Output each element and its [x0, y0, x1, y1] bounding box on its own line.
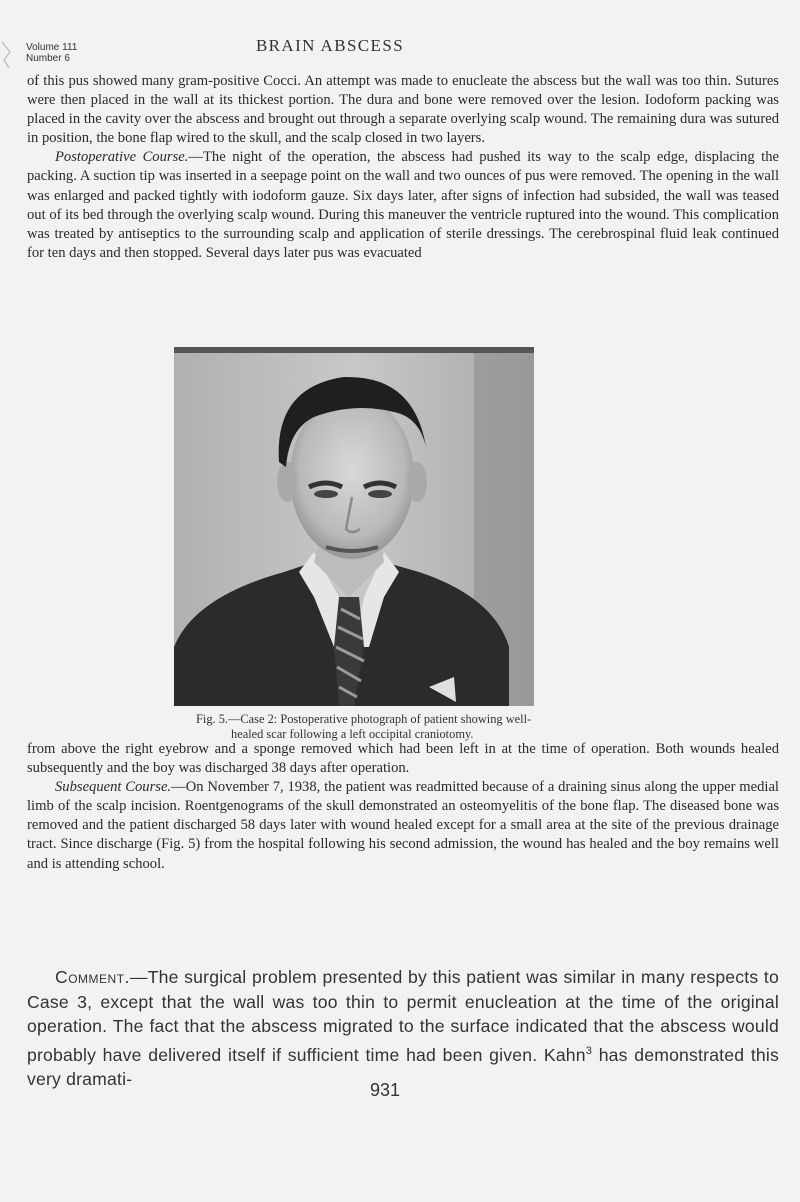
section-heading: Subsequent Course.	[55, 779, 172, 796]
photo-illustration	[174, 347, 534, 706]
number-line: Number 6	[26, 53, 70, 64]
paragraph	[27, 148, 779, 263]
text-block-middle	[27, 740, 779, 874]
patient-photograph	[174, 347, 534, 706]
volume-line: Volume 111	[26, 42, 78, 53]
paragraph	[27, 965, 779, 1091]
figure-caption	[196, 712, 566, 742]
text-block-top	[27, 72, 779, 263]
paragraph: of this pus showed many gram-positive Cocci. An attempt was made to enucleate the abscess but the wall was too thin. Sutures were then placed in the wall at its thickest portion. The dura and bone were removed over the lesion. Iodoform packing was placed in the cavity over the abscess and brought out through a separate overlying scalp wound. The remaining dura was sutured in position, the bone flap wired to the skull, and the scalp closed in two layers.	[27, 73, 779, 147]
text-block-comment	[27, 965, 779, 1091]
paragraph-text: —The night of the operation, the abscess had pushed its way to the scalp edge, displacing the packing. A suction tip was inserted in a seepage point on the wall and two ounces of pus were removed. The opening in the wall was enlarged and packed tightly with iodoform gauze. Six days later, after signs of infection had subsided, the wall was teased out of its bed through the overlying scalp wound. During this maneuver the ventricle ruptured into the wound. This complication was treated by antiseptics to the surrounding scalp and application of sterile dressings. The cerebrospinal fluid leak continued for ten days and then stopped. Several days later pus was evacuated	[27, 149, 779, 261]
paragraph-text: —The surgical problem presented by this patient was similar in many respects to Case 3, except that the wall was too thin to permit enucleation at the time of the original operation. The fact that the abscess migrated to the surface indicated that the abscess would probably have delivered itself if sufficient time had been given. Kahn	[27, 967, 779, 1065]
paragraph	[27, 778, 779, 873]
reference-number: 3	[585, 1044, 593, 1057]
running-title: BRAIN ABSCESS	[255, 36, 405, 55]
section-heading: Postoperative Course.	[55, 149, 189, 166]
paragraph-text: —On November 7, 1938, the patient was readmitted because of a draining sinus along the upper medial limb of the scalp incision. Roentgenograms of the skull demonstrated an osteomyelitis of the bone flap. The diseased bone was removed and the patient discharged 58 days later with wound healed except for a small area at the site of the previous drainage tract. Since discharge (Fig. 5) from the hospital following his second admission, the wound has healed and the boy remains well and is attending school.	[27, 779, 779, 872]
section-heading: Comment.	[55, 967, 130, 987]
page-number: 931	[369, 1080, 401, 1100]
caption-line: Fig. 5.—Case 2: Postoperative photograph of patient showing well-	[196, 712, 532, 726]
paragraph: from above the right eyebrow and a sponge removed which had been left in at the time of operation. Both wounds healed subsequently and the boy was discharged 38 days after operation.	[27, 741, 779, 777]
caption-line: healed scar following a left occipital craniotomy.	[231, 727, 474, 741]
paragraph-text: has demonstrated this very dramati-	[27, 1044, 779, 1089]
